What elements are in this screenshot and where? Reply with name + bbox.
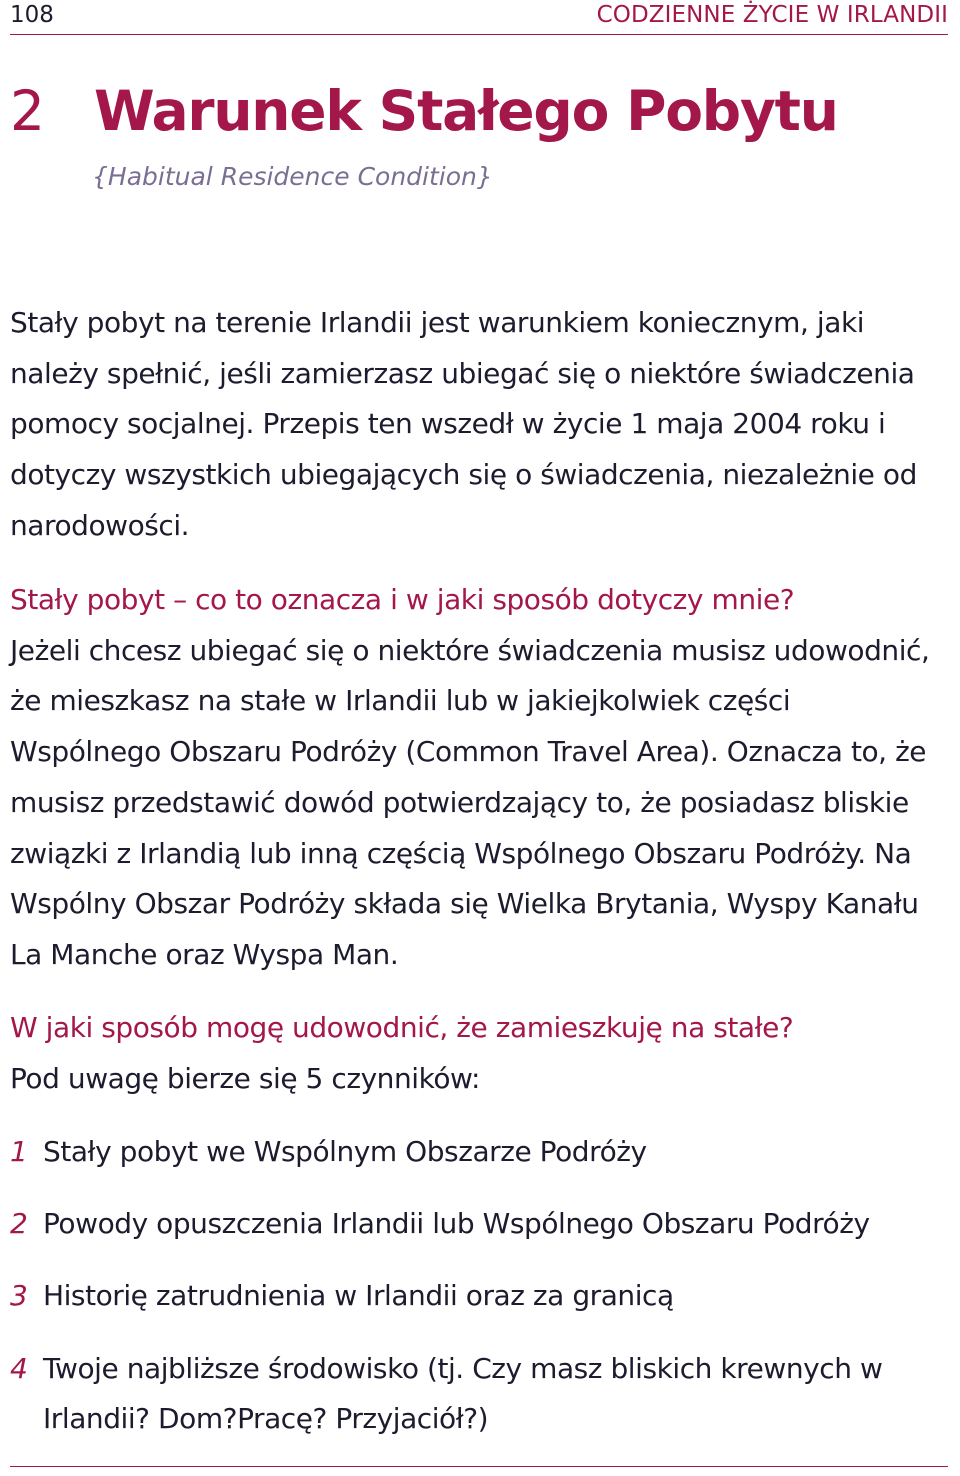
- chapter-subtitle: {Habitual Residence Condition}: [92, 162, 493, 191]
- page-number: 108: [10, 2, 54, 28]
- list-text: Irlandii? Dom?Pracę? Przyjaciół?): [43, 1402, 489, 1436]
- chapter-heading: [10, 78, 838, 144]
- list-number: 3: [10, 1279, 28, 1313]
- section-lead: Pod uwagę bierze się 5 czynników:: [10, 1061, 480, 1095]
- intro-line: dotyczy wszystkich ubiegających się o świadczenia, niezależnie od: [10, 458, 917, 492]
- intro-line: pomocy socjalnej. Przepis ten wszedł w życie 1 maja 2004 roku i: [10, 407, 886, 441]
- footer-divider: [10, 1466, 948, 1467]
- section-heading: Stały pobyt – co to oznacza i w jaki sposób dotyczy mnie?: [10, 583, 795, 616]
- running-head: CODZIENNE ŻYCIE W IRLANDII: [596, 2, 948, 28]
- chapter-number: 2: [10, 79, 45, 143]
- section-line: Wspólny Obszar Podróży składa się Wielka Brytania, Wyspy Kanału: [10, 887, 919, 921]
- list-item: [10, 1344, 955, 1445]
- factors-list: [10, 1127, 955, 1467]
- section-heading: W jaki sposób mogę udowodnić, że zamieszkuję na stałe?: [10, 1011, 794, 1044]
- intro-line: narodowości.: [10, 508, 190, 542]
- list-number: 2: [10, 1207, 28, 1241]
- list-number: 4: [10, 1351, 28, 1385]
- chapter-title: Warunek Stałego Pobytu: [94, 79, 838, 143]
- section-line: związki z Irlandią lub inną częścią Wspólnego Obszaru Podróży. Na: [10, 836, 912, 870]
- list-item: [10, 1271, 955, 1322]
- list-item: [10, 1199, 955, 1250]
- intro-paragraph: [10, 298, 955, 552]
- list-text: Twoje najbliższe środowisko (tj. Czy masz bliskich krewnych w: [43, 1351, 883, 1385]
- list-number: 1: [10, 1135, 28, 1168]
- section-line: że mieszkasz na stałe w Irlandii lub w jakiejkolwiek części: [10, 684, 791, 718]
- section-line: Wspólnego Obszaru Podróży (Common Travel Area). Oznacza to, że: [10, 735, 927, 769]
- section-line: Jeżeli chcesz ubiegać się o niektóre świadczenia musisz udowodnić,: [10, 633, 930, 667]
- page-header: [10, 0, 948, 35]
- intro-line: Stały pobyt na terenie Irlandii jest warunkiem koniecznym, jaki: [10, 306, 865, 339]
- section-line: musisz przedstawić dowód potwierdzający to, że posiadasz bliskie: [10, 785, 909, 819]
- list-text: Historię zatrudnienia w Irlandii oraz za granicą: [43, 1279, 674, 1313]
- intro-line: należy spełnić, jeśli zamierzasz ubiegać się o niektóre świadczenia: [10, 356, 915, 390]
- section-proof: [10, 1003, 955, 1104]
- section-line: La Manche oraz Wyspa Man.: [10, 937, 399, 971]
- list-item: [10, 1127, 955, 1178]
- section-residence-meaning: [10, 575, 955, 981]
- list-text: Powody opuszczenia Irlandii lub Wspólnego Obszaru Podróży: [43, 1207, 870, 1241]
- list-text: Stały pobyt we Wspólnym Obszarze Podróży: [43, 1135, 647, 1168]
